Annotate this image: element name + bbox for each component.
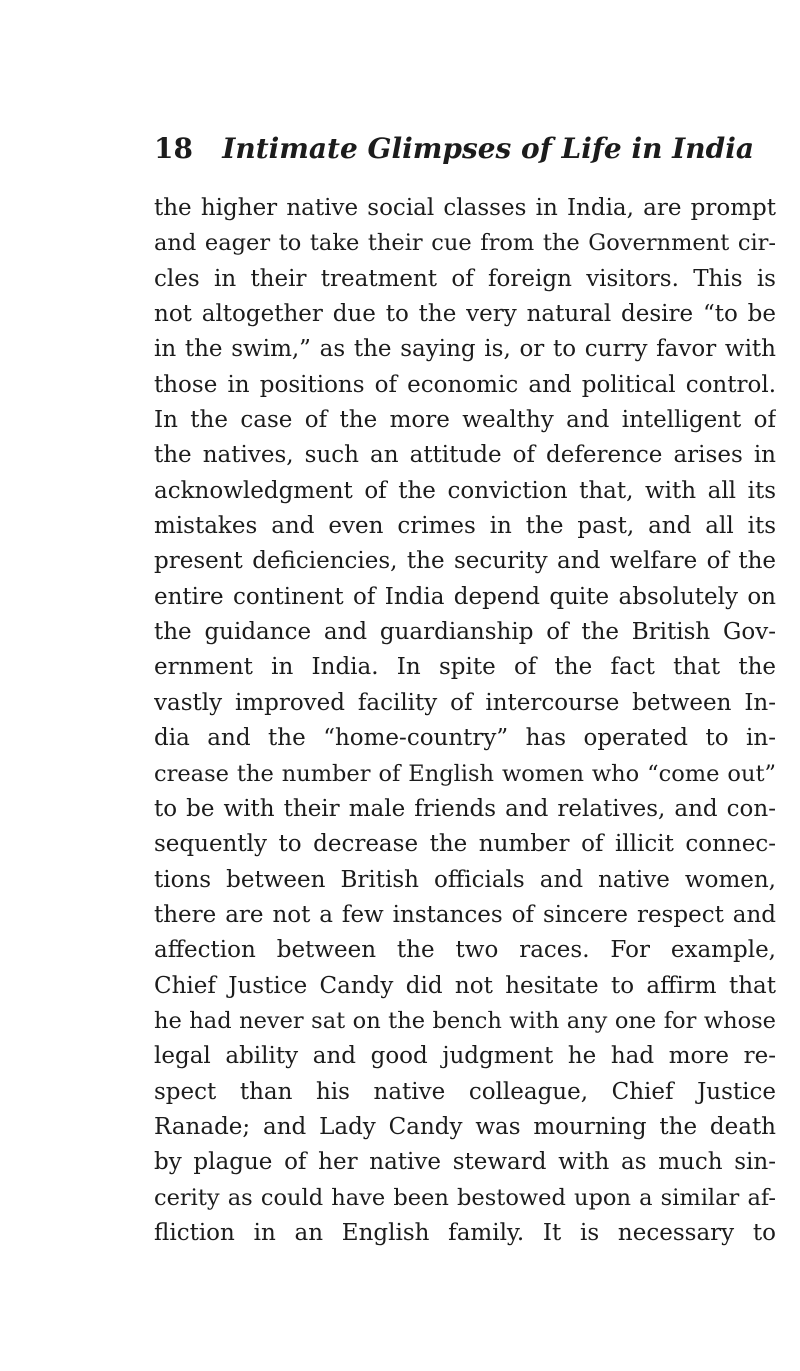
- text-line: there are not a few instances of sincere respect and: [154, 901, 776, 928]
- body-text: [154, 191, 776, 1251]
- text-line: cerity as could have been bestowed upon a similar af-: [154, 1184, 776, 1211]
- text-line: fliction in an English family. It is necessary to: [154, 1219, 776, 1246]
- text-line: the guidance and guardianship of the British Gov-: [154, 619, 776, 646]
- text-line: entire continent of India depend quite absolutely on: [154, 583, 776, 610]
- text-line: acknowledgment of the conviction that, with all its: [154, 477, 776, 504]
- text-line: the higher native social classes in India, are prompt: [154, 195, 776, 221]
- text-line: mistakes and even crimes in the past, and all its: [154, 513, 776, 540]
- text-line: he had never sat on the bench with any one for whose: [154, 1007, 776, 1034]
- text-line: to be with their male friends and relatives, and con-: [154, 795, 776, 822]
- text-line: and eager to take their cue from the Government cir-: [154, 230, 776, 257]
- text-line: vastly improved facility of intercourse between In-: [154, 689, 776, 716]
- text-line: tions between British officials and native women,: [154, 866, 776, 893]
- running-title: Intimate Glimpses of Life in India: [222, 132, 754, 165]
- text-line: affection between the two races. For example,: [154, 937, 776, 964]
- text-line: In the case of the more wealthy and intelligent of: [154, 407, 776, 434]
- text-line: present deficiencies, the security and welfare of the: [154, 548, 776, 575]
- text-line: dia and the “home-country” has operated to in-: [154, 725, 776, 752]
- text-line: crease the number of English women who “come out”: [154, 760, 776, 787]
- running-head: [154, 132, 754, 172]
- text-line: cles in their treatment of foreign visitors. This is: [154, 265, 776, 292]
- text-line: the natives, such an attitude of deference arises in: [154, 442, 776, 469]
- text-line: not altogether due to the very natural desire “to be: [154, 301, 776, 328]
- text-line: by plague of her native steward with as much sin-: [154, 1149, 776, 1176]
- page-number: 18: [154, 132, 193, 165]
- text-line: spect than his native colleague, Chief Justice: [154, 1078, 776, 1105]
- text-line: in the swim,” as the saying is, or to curry favor with: [154, 336, 776, 363]
- text-line: legal ability and good judgment he had more re-: [154, 1043, 776, 1070]
- text-line: Chief Justice Candy did not hesitate to affirm that: [154, 972, 776, 999]
- text-line: those in positions of economic and political control.: [154, 371, 776, 398]
- text-line: sequently to decrease the number of illicit connec-: [154, 831, 776, 858]
- text-line: ernment in India. In spite of the fact that the: [154, 654, 776, 681]
- text-line: Ranade; and Lady Candy was mourning the death: [154, 1113, 776, 1140]
